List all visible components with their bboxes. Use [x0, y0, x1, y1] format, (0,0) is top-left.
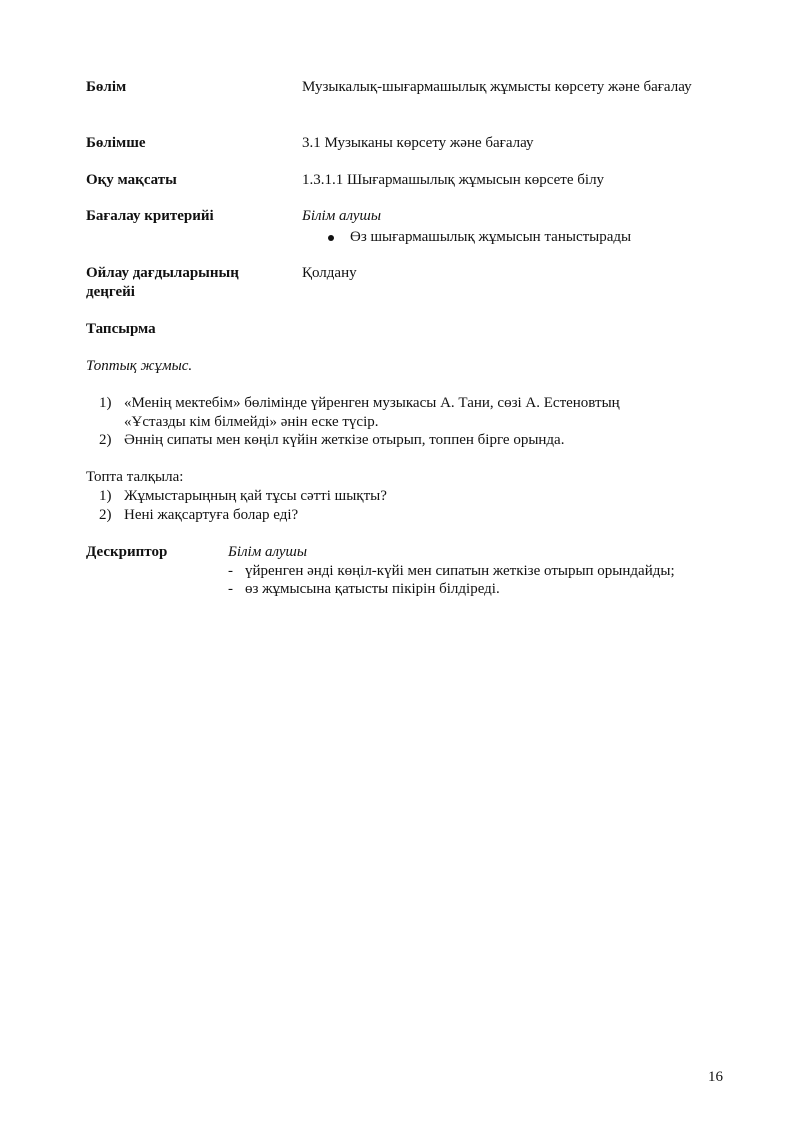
criteria-bullet-item [328, 228, 728, 247]
task-step [99, 394, 719, 432]
thinking-value: Қолдану [302, 265, 357, 281]
section-label: Бөлім [86, 79, 127, 95]
dash-marker: - [228, 563, 233, 579]
objective-value: 1.3.1.1 Шығармашылық жұмысын көрсете білу [302, 172, 605, 188]
step-number: 1) [99, 395, 112, 411]
task-mode: Топтық жұмыс. [86, 358, 193, 374]
descriptor-intro: Білім алушы [228, 544, 308, 560]
step-text-line2: «Ұстазды кім білмейді» әнін еске түсір. [124, 414, 379, 430]
criteria-intro: Білім алушы [302, 208, 382, 224]
discussion-question [99, 487, 719, 506]
subsection-value: 3.1 Музыканы көрсету және бағалау [302, 135, 534, 151]
descriptor-item-text: өз жұмысына қатысты пікірін білдіреді. [245, 581, 500, 597]
criteria-bullet-text: Өз шығармашылық жұмысын таныстырады [350, 229, 632, 245]
subsection-label: Бөлімше [86, 135, 146, 151]
objective-label: Оқу мақсаты [86, 172, 177, 188]
discussion-heading: Топта талқыла: [86, 469, 184, 485]
task-heading: Тапсырма [86, 321, 156, 337]
section-value: Музыкалық-шығармашылық жұмысты көрсету және бағалау [302, 79, 692, 95]
question-number: 2) [99, 507, 112, 523]
discussion-question [99, 506, 719, 525]
descriptor-item [228, 562, 728, 581]
task-step [99, 431, 719, 450]
question-text: Жұмыстарыңның қай тұсы сәтті шықты? [124, 488, 387, 504]
descriptor-item-text: үйренген әнді көңіл-күйі мен сипатын жеткізе отырып орындайды; [245, 563, 675, 579]
page-number: 16 [708, 1069, 723, 1085]
bullet-icon [328, 235, 334, 241]
step-number: 2) [99, 432, 112, 448]
dash-marker: - [228, 581, 233, 597]
step-text-line1: «Менің мектебім» бөлімінде үйренген музыкасы А. Тани, сөзі А. Естеновтың [124, 395, 620, 411]
step-text-line1: Әннің сипаты мен көңіл күйін жеткізе отырып, топпен бірге орында. [124, 432, 565, 448]
thinking-label-line2: деңгейі [86, 284, 135, 300]
criteria-label: Бағалау критерийі [86, 208, 214, 224]
descriptor-label: Дескриптор [86, 544, 168, 560]
question-text: Нені жақсартуға болар еді? [124, 507, 299, 523]
thinking-label-line1: Ойлау дағдыларының [86, 265, 239, 281]
question-number: 1) [99, 488, 112, 504]
descriptor-item [228, 580, 728, 599]
